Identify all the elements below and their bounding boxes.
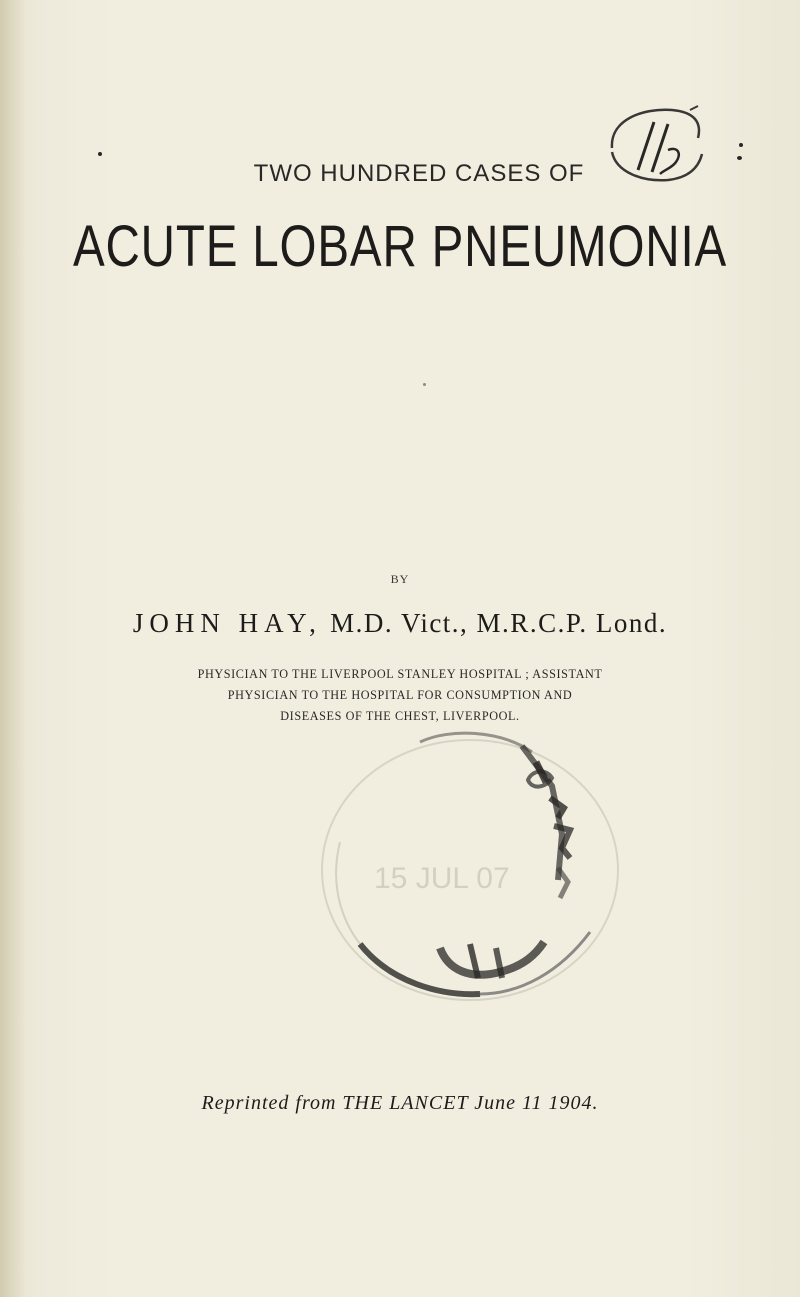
affiliation-line-1: PHYSICIAN TO THE LIVERPOOL STANLEY HOSPITAL ; ASSISTANT <box>197 667 603 681</box>
author-affiliation <box>0 664 800 727</box>
ink-speck <box>423 383 426 386</box>
handwritten-initials-mark <box>602 100 712 190</box>
page-title: ACUTE LOBAR PNEUMONIA <box>72 214 728 279</box>
author-line <box>0 608 800 639</box>
reprint-note: Reprinted from THE LANCET June 11 1904. <box>201 1092 599 1114</box>
library-stamp <box>300 722 640 1012</box>
affiliation-line-2: PHYSICIAN TO THE HOSPITAL FOR CONSUMPTION AND <box>227 688 573 702</box>
subtitle: TWO HUNDRED CASES OF <box>253 160 585 187</box>
ink-speck <box>739 143 743 147</box>
affiliation-line-3: DISEASES OF THE CHEST, LIVERPOOL. <box>280 709 520 723</box>
by-label: BY <box>390 572 410 586</box>
author-degrees: M.D. Vict., M.R.C.P. Lond. <box>330 608 668 638</box>
ink-speck <box>98 152 102 156</box>
stamp-date: 15 JUL 07 <box>374 862 510 895</box>
author-name: JOHN HAY, <box>132 608 322 638</box>
